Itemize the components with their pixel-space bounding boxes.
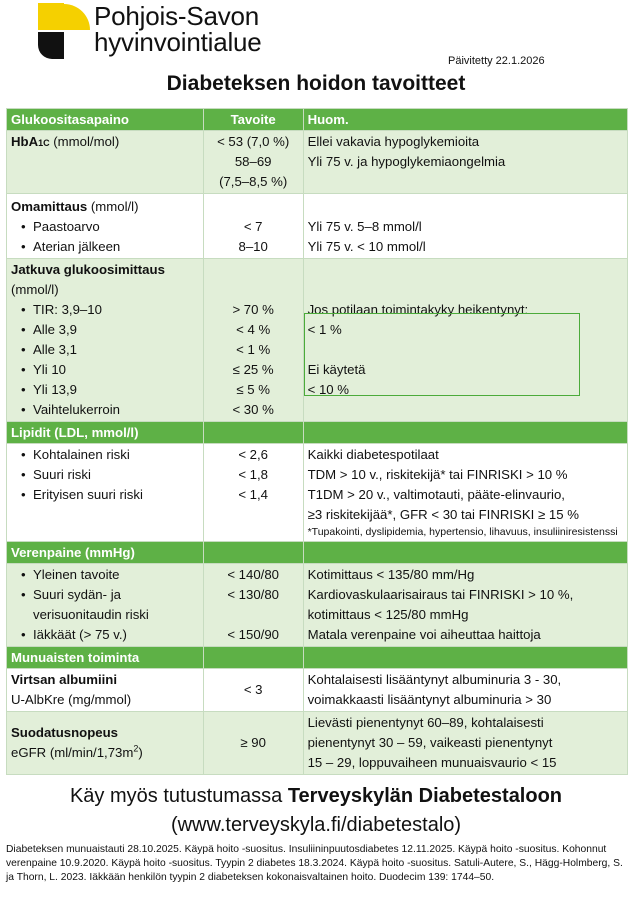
promo-link-text[interactable]: Terveyskylän Diabetestaloon	[287, 785, 563, 807]
target-value: < 1,4	[238, 487, 269, 502]
highlight-box	[304, 313, 580, 396]
note-text: Lievästi pienentynyt 60–89, kohtalaisesti	[307, 715, 544, 730]
visit-promo: Käy myös tutustumassa Terveyskylän Diabetestaloon (www.terveyskyla.fi/diabetestalo)	[0, 782, 632, 840]
target-value: < 150/90	[227, 627, 280, 642]
table-row: Omamittaus (mmol/l) • Paastoarvo • Aterian jälkeen < 7 8–10 Yli 75 v. 5–8 mmol/l Yli 75 v. < 10 mmol/l	[7, 194, 628, 259]
list-item: • Suuri riski	[33, 465, 199, 485]
list-item: • Suuri sydän- ja verisuonitaudin riski	[33, 585, 199, 625]
target-value: < 30 %	[232, 402, 274, 417]
note-text: Matala verenpaine voi aiheuttaa haittoja	[307, 627, 541, 642]
list-item: • Alle 3,1	[33, 340, 199, 360]
note-text: < 10 %	[307, 382, 350, 397]
note-text: < 1 %	[307, 322, 342, 337]
updated-date: Päivitetty 22.1.2026	[448, 55, 545, 67]
note-text: Yli 75 v. ja hypoglykemiaongelmia	[307, 154, 506, 169]
target-value: ≥ 90	[203, 712, 303, 775]
target-value: < 1 %	[236, 342, 271, 357]
column-header: Tavoite	[203, 109, 303, 131]
note-text: Yli 75 v. < 10 mmol/l	[307, 239, 426, 254]
note-text: Kohtalaisesti lisääntynyt albuminuria 3 - 30,	[307, 672, 562, 687]
target-value: ≤ 25 %	[232, 362, 274, 377]
note-text: Kotimittaus < 135/80 mm/Hg	[307, 567, 475, 582]
column-header: Huom.	[303, 109, 627, 131]
list-item: • Yli 13,9	[33, 380, 199, 400]
target-value: 58–69	[234, 154, 272, 169]
table-row: Suodatusnopeus eGFR $(ml/\min/1,73m^2)$ ≥ 90 Lievästi pienentynyt 60–89, kohtalaisesti pienentynyt 30 – 59, vaikeasti pienentynyt 15 – 29, loppuvaiheen munuaisvaurio < 15	[7, 712, 628, 775]
promo-url[interactable]: (www.terveyskyla.fi/diabetestalo)	[170, 814, 462, 836]
note-text: voimakkaasti lisääntynyt albuminuria > 30	[307, 692, 552, 707]
list-item: • Yli 10	[33, 360, 199, 380]
list-item: • Kohtalainen riski	[33, 445, 199, 465]
list-item: • Paastoarvo	[33, 217, 199, 237]
list-item: • Alle 3,9	[33, 320, 199, 340]
references: Diabeteksen munuaistauti 28.10.2025. Käypä hoito -suositus. Insuliininpuutosdiabetes 12.11.2025. Käypä hoito -suositus. Kohonnut verenpaine 10.9.2020. Käypä hoito -suositus. Tyypin 2 diabetes 18.3.2024. Käypä hoito -suositus. Satuli-Autere, S., Hägg-Holmberg, S. ja Thorn, L. 2023. Iäkkään henkilön tyypin 2 diabeteksen kokonaisvaltainen hoito. Duodecim 139: 1744–50.	[6, 844, 623, 883]
list-item: • Yleinen tavoite	[33, 565, 199, 585]
org-name-line2: hyvinvointialue	[94, 27, 262, 57]
target-value: < 2,6	[238, 447, 269, 462]
organization-logo	[38, 3, 298, 59]
target-value: < 53 (7,0 %)	[217, 134, 290, 149]
section-header-row	[7, 542, 628, 564]
target-value: < 3	[203, 669, 303, 712]
note-text: kotimittaus < 125/80 mmHg	[307, 607, 469, 622]
note-text: TDM > 10 v., riskitekijä* tai FINRISKI > 10 %	[307, 467, 568, 482]
table-row	[7, 564, 628, 647]
table-row: Jatkuva glukoosimittaus (mmol/l) • TIR: 3,9–10 • Alle 3,9 • Alle 3,1 • Yli 10 • Yli 13,9 • Vaihtelukerroin > 70 % < 4 % < 1 % ≤ 25 % ≤ 5 % < 30 % Jos potilaan toimintakyky heikentynyt: < 1 % Ei käytetä < 10 %	[7, 259, 628, 422]
section-label: Suodatusnopeus	[11, 725, 118, 740]
section-header-row	[7, 422, 628, 444]
list-item: • Iäkkäät (> 75 v.)	[33, 625, 199, 645]
list-item: • Erityisen suuri riski	[33, 485, 199, 505]
list-item: • TIR: 3,9–10	[33, 300, 199, 320]
table-row	[7, 444, 628, 542]
note-text: Kaikki diabetespotilaat	[307, 447, 439, 462]
section-header: Lipidit (LDL, mmol/l)	[7, 422, 204, 444]
target-value: < 4 %	[236, 322, 271, 337]
table-header-row	[7, 109, 628, 131]
note-text: T1DM > 20 v., valtimotauti, pääte-elinvaurio,	[307, 487, 565, 502]
target-value: < 1,8	[238, 467, 269, 482]
section-header-row	[7, 647, 628, 669]
note-text: Ellei vakavia hypoglykemioita	[307, 134, 480, 149]
page-title: Diabeteksen hoidon tavoitteet	[166, 72, 466, 95]
goals-table	[6, 108, 628, 775]
list-item: • Aterian jälkeen	[33, 237, 199, 257]
note-text: 15 – 29, loppuvaiheen munuaisvaurio < 15	[307, 755, 557, 770]
section-header: Verenpaine (mmHg)	[7, 542, 204, 564]
column-header: Glukoositasapaino	[7, 109, 204, 131]
note-text: ≥3 riskitekijää*, GFR < 30 tai FINRISKI ≥ 15 %	[307, 507, 579, 522]
section-header: Munuaisten toiminta	[7, 647, 204, 669]
note-text: Yli 75 v. 5–8 mmol/l	[307, 219, 422, 234]
note-text: Ei käytetä	[307, 362, 366, 377]
target-value: < 140/80	[227, 567, 280, 582]
footnote: *Tupakointi, dyslipidemia, hypertensio, lihavuus, insuliiniresistenssi	[307, 526, 618, 538]
note-text: pienentynyt 30 – 59, vaikeasti pienentynyt	[307, 735, 553, 750]
target-value: ≤ 5 %	[236, 382, 270, 397]
section-label: Omamittaus	[11, 199, 88, 214]
table-row: Virtsan albumiini U-AlbKre (mg/mmol) < 3 Kohtalaisesti lisääntynyt albuminuria 3 - 30, voimakkaasti lisääntynyt albuminuria > 30	[7, 669, 628, 712]
section-label: Jatkuva glukoosimittaus	[11, 262, 165, 277]
target-value: 8–10	[238, 239, 268, 254]
target-value: < 7	[243, 219, 263, 234]
logo-mark-icon	[38, 3, 90, 59]
note-text: Jos potilaan toimintakyky heikentynyt:	[307, 302, 529, 317]
list-item: • Vaihtelukerroin	[33, 400, 199, 420]
target-value: < 130/80	[227, 587, 280, 602]
target-value: (7,5–8,5 %)	[219, 174, 288, 189]
hba1c-label: HbA1C (mmol/mol)	[7, 131, 204, 194]
section-label: Virtsan albumiini	[11, 672, 118, 687]
note-text: Kardiovaskulaarisairaus tai FINRISKI > 10 %,	[307, 587, 574, 602]
table-row	[7, 131, 628, 194]
org-name-line1: Pohjois-Savon	[94, 1, 260, 31]
target-value: > 70 %	[232, 302, 274, 317]
